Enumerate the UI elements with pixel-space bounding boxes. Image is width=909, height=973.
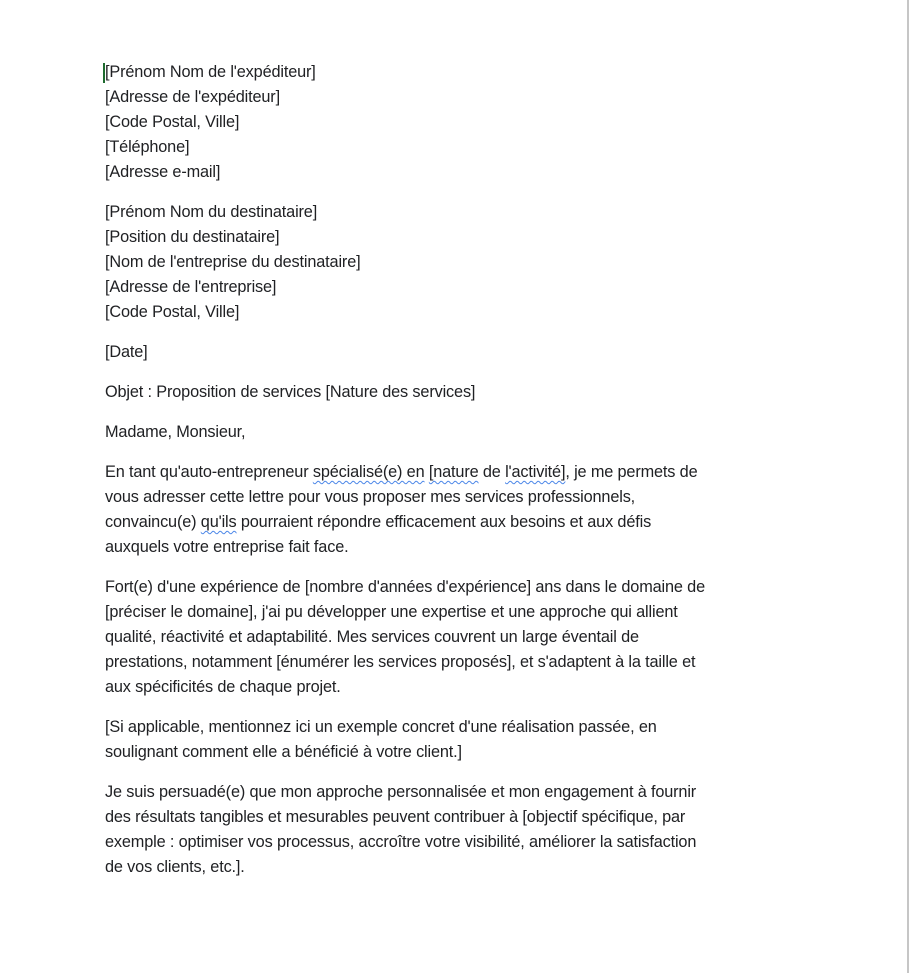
paragraph-line[interactable]: soulignant comment elle a bénéficié à votre client.]: [105, 743, 462, 761]
text-run: pourraient répondre efficacement aux besoins et aux défis: [236, 513, 652, 531]
paragraph-line[interactable]: [Si applicable, mentionnez ici un exemple concret d'une réalisation passée, en: [105, 718, 657, 736]
paragraph-line[interactable]: prestations, notamment [énumérer les services proposés], et s'adaptent à la taille et: [105, 653, 696, 671]
paragraph-line[interactable]: [105, 510, 805, 535]
recipient-name[interactable]: [Prénom Nom du destinataire]: [105, 203, 318, 221]
paragraph-line[interactable]: qualité, réactivité et adaptabilité. Mes services couvrent un large éventail de: [105, 628, 639, 646]
text-run: , je me permets de: [565, 463, 698, 481]
text-run: de: [478, 463, 506, 481]
spellcheck-flagged-text[interactable]: qu'ils: [200, 513, 237, 531]
document-body[interactable]: [105, 60, 805, 895]
subject-line: [105, 380, 805, 405]
sender-address-block: [105, 60, 805, 185]
paragraph-line[interactable]: vous adresser cette lettre pour vous proposer mes services professionnels,: [105, 488, 636, 506]
paragraph-line[interactable]: [105, 460, 805, 485]
paragraph-line[interactable]: aux spécificités de chaque projet.: [105, 678, 341, 696]
paragraph-line[interactable]: des résultats tangibles et mesurables peuvent contribuer à [objectif spécifique, par: [105, 808, 686, 826]
recipient-address-block: [105, 200, 805, 325]
paragraph-line[interactable]: Je suis persuadé(e) que mon approche personnalisée et mon engagement à fournir: [105, 783, 697, 801]
paragraph-example: [105, 715, 805, 765]
salutation-line: [105, 420, 805, 445]
spellcheck-flagged-text[interactable]: spécialisé(e) en: [312, 463, 425, 481]
paragraph-conviction: [105, 780, 805, 880]
paragraph-experience: [105, 575, 805, 700]
paragraph-line[interactable]: auxquels votre entreprise fait face.: [105, 538, 349, 556]
salutation-text[interactable]: Madame, Monsieur,: [105, 423, 246, 441]
date-text[interactable]: [Date]: [105, 343, 148, 361]
sender-postal-city[interactable]: [Code Postal, Ville]: [105, 113, 240, 131]
text-run: convaincu(e): [105, 513, 201, 531]
sender-phone[interactable]: [Téléphone]: [105, 138, 190, 156]
paragraph-line[interactable]: Fort(e) d'une expérience de [nombre d'années d'expérience] ans dans le domaine de: [105, 578, 705, 596]
recipient-postal-city[interactable]: [Code Postal, Ville]: [105, 303, 240, 321]
paragraph-introduction: [105, 460, 805, 560]
date-line: [105, 340, 805, 365]
paragraph-line[interactable]: de vos clients, etc.].: [105, 858, 245, 876]
sender-address[interactable]: [Adresse de l'expéditeur]: [105, 88, 280, 106]
recipient-company-address[interactable]: [Adresse de l'entreprise]: [105, 278, 277, 296]
paragraph-line[interactable]: exemple : optimiser vos processus, accroître votre visibilité, améliorer la satisfaction: [105, 833, 697, 851]
subject-text[interactable]: Objet : Proposition de services [Nature des services]: [105, 383, 476, 401]
sender-email[interactable]: [Adresse e-mail]: [105, 163, 221, 181]
spellcheck-flagged-text[interactable]: l'activité]: [505, 463, 566, 481]
recipient-company[interactable]: [Nom de l'entreprise du destinataire]: [105, 253, 361, 271]
sender-name[interactable]: [Prénom Nom de l'expéditeur]: [105, 63, 316, 81]
paragraph-line[interactable]: [préciser le domaine], j'ai pu développer une expertise et une approche qui allient: [105, 603, 678, 621]
text-run: En tant qu'auto-entrepreneur: [105, 463, 313, 481]
spellcheck-flagged-text[interactable]: [nature: [428, 463, 479, 481]
recipient-position[interactable]: [Position du destinataire]: [105, 228, 280, 246]
text-cursor: [103, 63, 105, 83]
